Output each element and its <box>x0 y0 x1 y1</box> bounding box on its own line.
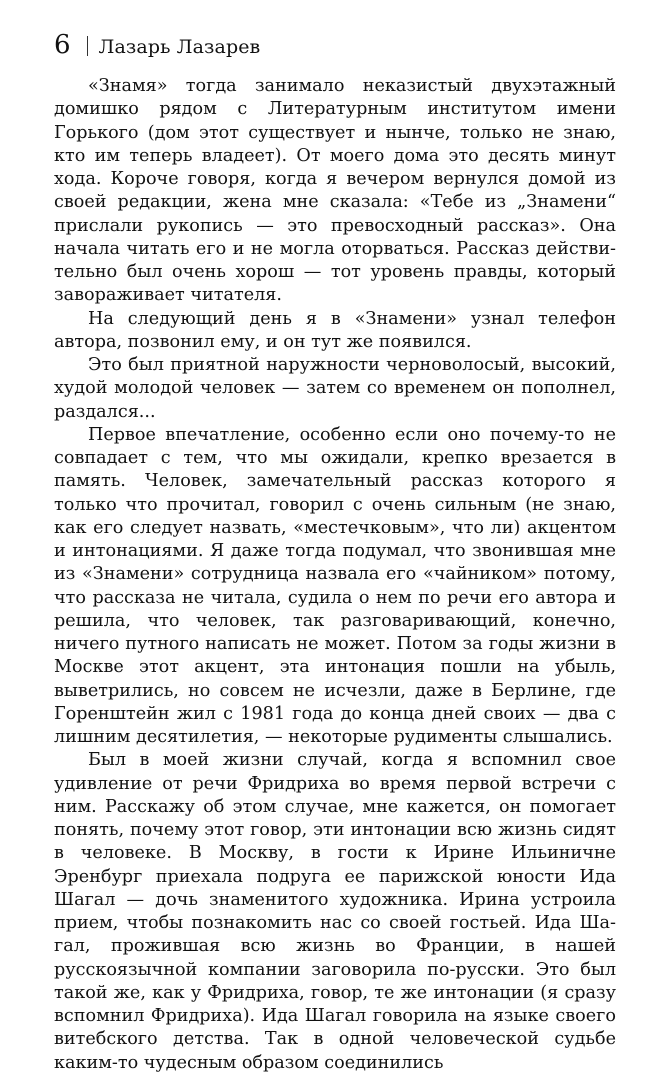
body-text <box>54 75 616 1075</box>
paragraph: Был в моей жизни случай, когда я вспомнил свое удивление от речи Фридриха во время первой встречи с ним. Расскажу об этом случае, мне кажется, он помогает понять, почему этот говор, эти интонации всю жизнь сидят в человеке. В Москву, в гости к Ирине Ильиничне Эренбург приехала подруга ее парижской юности Ида Шагал — дочь знаменитого художника. Ирина устроила прием, чтобы познакомить нас со своей гостьей. Ида Шагал, прожившая всю жизнь во Франции, в нашей русскоязычной компании заговорила по-русски. Это был такой же, как у Фридриха, говор, те же интонации (я сразу вспомнил Фридриха). Ида Шагал говорила на языке своего витебского детства. Так в одной человеческой судьбе каким-то чудесным образом соединились <box>54 750 616 1073</box>
paragraph: Это был приятной наружности черноволосый, высокий, худой молодой человек — затем со временем он пополнел, раздался... <box>54 355 616 422</box>
page-header <box>54 30 260 60</box>
running-head: Лазарь Лазарев <box>98 36 261 58</box>
page-number: 6 <box>54 30 71 60</box>
header-separator <box>87 36 88 56</box>
paragraph: На следующий день я в «Знамени» узнал телефон автора, позвонил ему, и он тут же появился. <box>54 308 616 352</box>
paragraph: Первое впечатление, особенно если оно почему-то не совпадает с тем, что мы ожидали, крепко врезается в память. Человек, замечательный рассказ которого я только что прочитал, говорил с очень сильным (не знаю, как его следует назвать, «местечковым», что ли) акцентом и интонациями. Я даже тогда подумал, что звонившая мне из «Знамени» сотрудница назвала его «чайником» потому, что рассказа не читала, судила о нем по речи его автора и решила, что человек, так разговаривающий, конечно, ничего путного написать не может. Потом за годы жизни в Москве этот акцент, эта интонация пошли на убыль, выветрились, но совсем не исчезли, даже в Берлине, где Горенштейн жил с 1981 года до конца дней своих — два с лишним десятилетия, — некоторые рудименты слышались. <box>54 424 616 747</box>
paragraph: «Знамя» тогда занимало неказистый двухэтажный домишко рядом с Литературным институтом имени Горького (дом этот существует и нынче, только не знаю, кто им теперь владеет). От моего дома это десять минут хода. Короче говоря, когда я вечером вернулся домой из своей редакции, жена мне сказала: «Тебе из „Знамени“ прислали рукопись — это превосходный рассказ». Она начала читать его и не могла оторваться. Рассказ действительно был очень хорош — тот уровень правды, который завораживает читателя. <box>54 76 616 306</box>
